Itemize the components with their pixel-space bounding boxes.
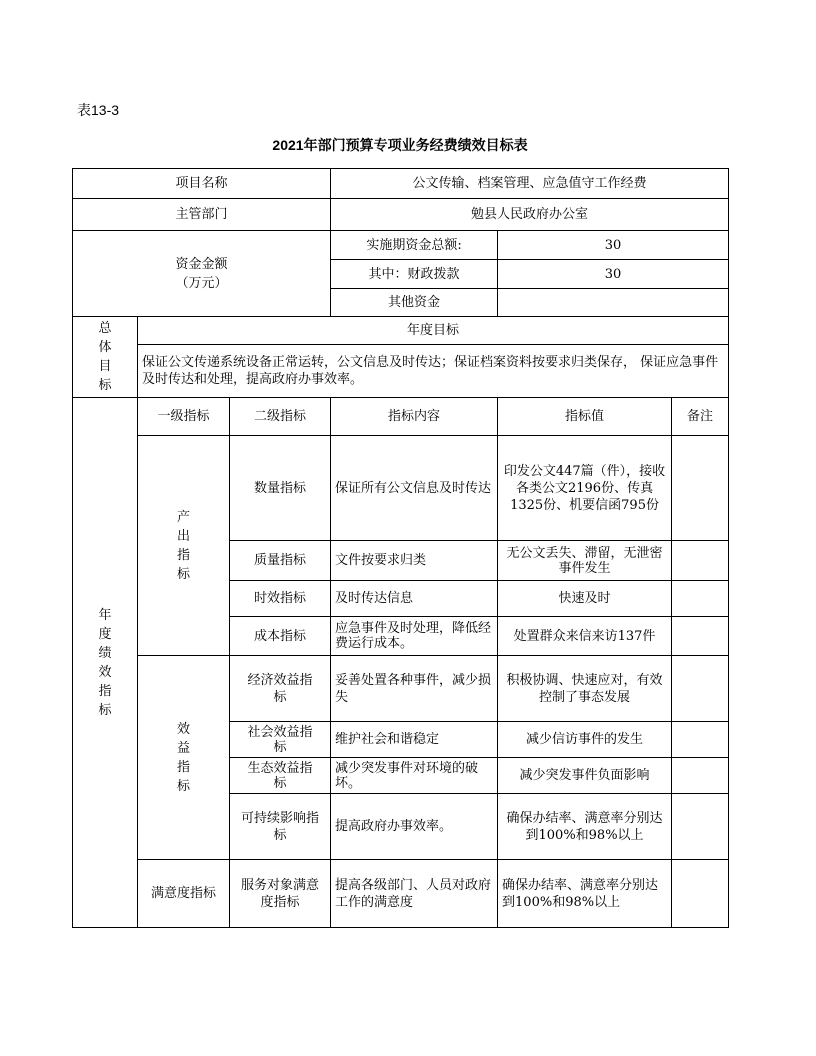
value-cell: 确保办结率、满意率分别达到100%和98%以上: [498, 860, 672, 928]
table-row: [73, 656, 729, 722]
content-cell: 及时传达信息: [331, 581, 498, 617]
funds-other-value: [498, 289, 729, 317]
department-row: [73, 199, 729, 231]
header-level2: 二级指标: [230, 398, 331, 436]
note-cell: [672, 436, 729, 541]
note-cell: [672, 860, 729, 928]
funds-other-label: 其他资金: [331, 289, 498, 317]
performance-table: [72, 168, 729, 928]
note-cell: [672, 656, 729, 722]
level2-cell: 数量指标: [230, 436, 331, 541]
table-row: [73, 436, 729, 541]
value-cell: 积极协调、快速应对，有效控制了事态发展: [498, 656, 672, 722]
level1-satisfaction: 满意度指标: [138, 860, 230, 928]
content-cell: 减少突发事件对环境的破坏。: [331, 758, 498, 794]
note-cell: [672, 541, 729, 581]
project-row: [73, 169, 729, 199]
funds-fiscal-label: 其中：财政拨款: [331, 260, 498, 289]
value-cell: 处置群众来信来访137件: [498, 617, 672, 656]
funds-fiscal-value: 30: [498, 260, 729, 289]
value-cell: 减少突发事件负面影响: [498, 758, 672, 794]
overall-label: 总体目标: [73, 317, 138, 398]
annual-label: 年度绩效指标: [73, 398, 138, 928]
table-row: [73, 860, 729, 928]
level2-cell: 质量指标: [230, 541, 331, 581]
note-cell: [672, 794, 729, 860]
note-cell: [672, 617, 729, 656]
level1-benefit: 效益指标: [138, 656, 230, 860]
level1-output: 产出指标: [138, 436, 230, 656]
project-label: 项目名称: [73, 169, 331, 199]
overall-text-row: [73, 345, 729, 398]
header-value: 指标值: [498, 398, 672, 436]
department-value: 勉县人民政府办公室: [331, 199, 729, 231]
content-cell: 维护社会和谐稳定: [331, 722, 498, 758]
funds-total-row: [73, 231, 729, 260]
content-cell: 妥善处置各种事件，减少损失: [331, 656, 498, 722]
note-cell: [672, 581, 729, 617]
level2-cell: 经济效益指标: [230, 656, 331, 722]
funds-total-value: 30: [498, 231, 729, 260]
note-cell: [672, 758, 729, 794]
content-cell: 提高政府办事效率。: [331, 794, 498, 860]
project-value: 公文传输、档案管理、应急值守工作经费: [331, 169, 729, 199]
overall-header: 年度目标: [138, 317, 729, 345]
content-cell: 应急事件及时处理，降低经费运行成本。: [331, 617, 498, 656]
content-cell: 保证所有公文信息及时传达: [331, 436, 498, 541]
value-cell: 减少信访事件的发生: [498, 722, 672, 758]
annual-header-row: [73, 398, 729, 436]
overall-text: 保证公文传递系统设备正常运转，公文信息及时传达；保证档案资料按要求归类保存， 保证应急事件及时传达和处理，提高政府办事效率。: [138, 345, 729, 398]
funds-label: 资金金额（万元）: [73, 231, 331, 317]
level2-cell: 成本指标: [230, 617, 331, 656]
header-level1: 一级指标: [138, 398, 230, 436]
value-cell: 确保办结率、满意率分别达到100%和98%以上: [498, 794, 672, 860]
document-title: 2021年部门预算专项业务经费绩效目标表: [272, 137, 528, 153]
department-label: 主管部门: [73, 199, 331, 231]
funds-total-label: 实施期资金总额:: [331, 231, 498, 260]
value-cell: 无公文丢失、滞留，无泄密事件发生: [498, 541, 672, 581]
value-cell: 快速及时: [498, 581, 672, 617]
level2-cell: 可持续影响指标: [230, 794, 331, 860]
header-content: 指标内容: [331, 398, 498, 436]
level2-cell: 社会效益指标: [230, 722, 331, 758]
note-cell: [672, 722, 729, 758]
content-cell: 提高各级部门、人员对政府工作的满意度: [331, 860, 498, 928]
value-cell: 印发公文447篇（件），接收各类公文2196份、传真1325份、机要信函795份: [498, 436, 672, 541]
table-code: 表13-3: [77, 102, 120, 118]
header-note: 备注: [672, 398, 729, 436]
overall-header-row: [73, 317, 729, 345]
level2-cell: 时效指标: [230, 581, 331, 617]
level2-cell: 生态效益指标: [230, 758, 331, 794]
level2-cell: 服务对象满意度指标: [230, 860, 331, 928]
content-cell: 文件按要求归类: [331, 541, 498, 581]
